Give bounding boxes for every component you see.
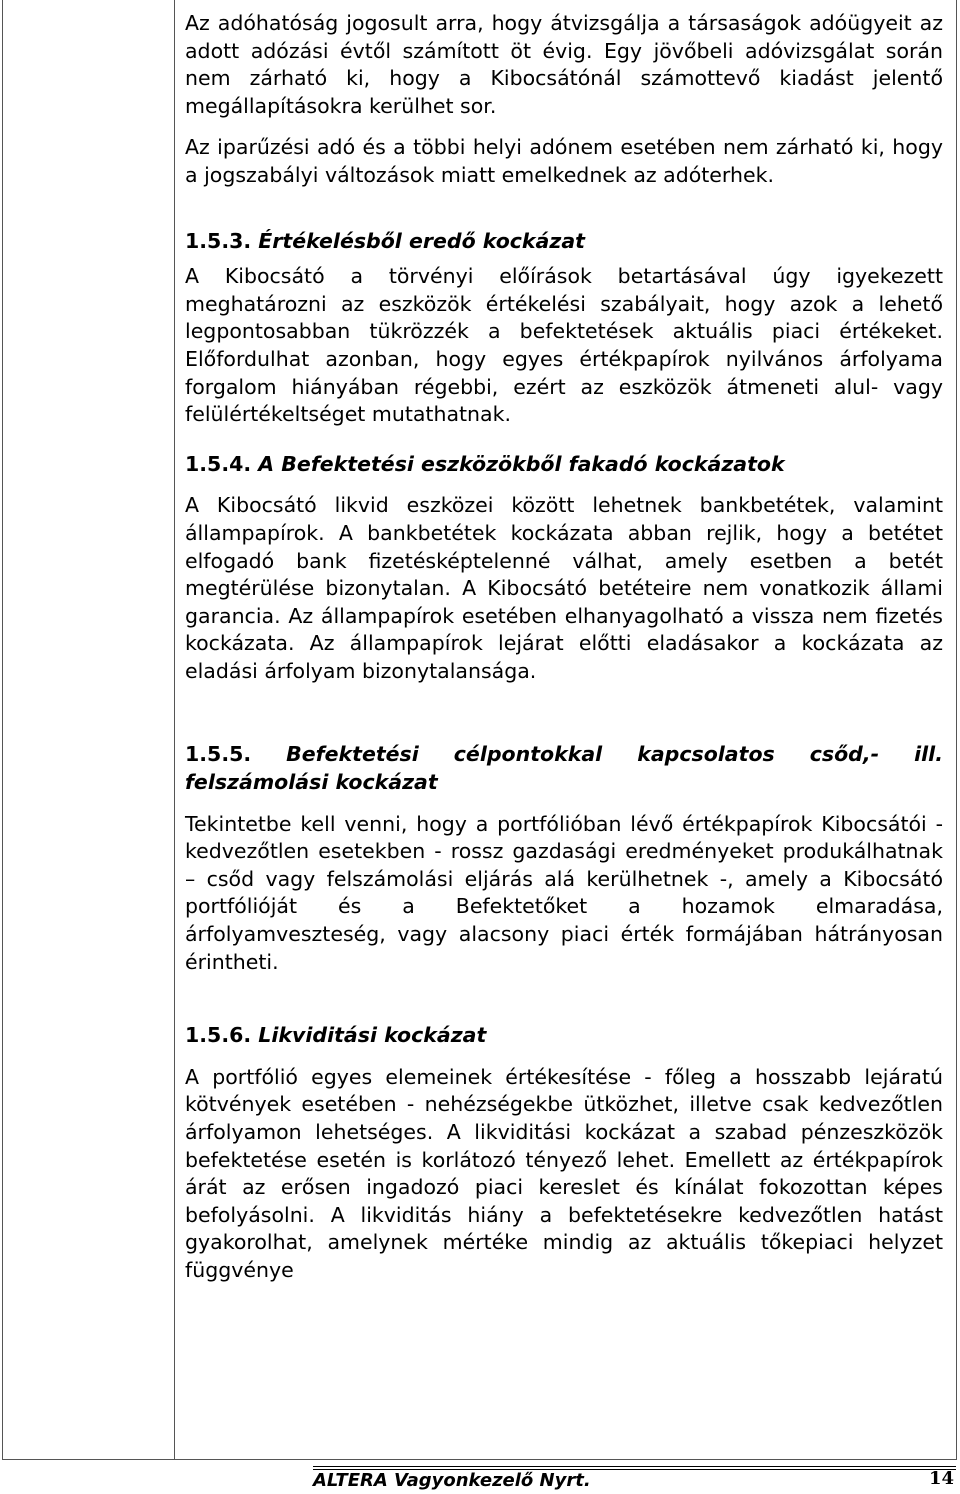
document-body	[185, 10, 943, 1285]
section-number: 1.5.6.	[185, 1023, 252, 1048]
section-title: A Befektetési eszközökből fakadó kockázatok	[258, 451, 785, 476]
section-title: Befektetési célpontokkal kapcsolatos csőd,- ill. felszámolási kockázat	[185, 742, 943, 795]
section-heading-1-5-5	[185, 741, 943, 796]
section-body-1-5-5: Tekintetbe kell venni, hogy a portfólióban lévő értékpapírok Kibocsátói - kedvezőtlen esetekben - rossz gazdasági eredményeket produkálhatnak – csőd vagy felszámolási eljárás alá kerülhetnek -, amely a Kibocsátó portfólióját és a Befektetőket a hozamok elmaradása, árfolyamveszteség, vagy alacsony piaci érték formájában hátrányosan érintheti.	[185, 811, 943, 974]
section-body-1-5-6: A portfólió egyes elemeinek értékesítése - főleg a hosszabb lejáratú kötvények esetében - nehézségekbe ütközhet, illetve csak kedvezőtlen árfolyamon lehetséges. A likviditási kockázat a szabad pénzeszközök befektetése esetén is korlátozó tényező lehet. Emellett az értékpapírok árát az erősen ingadozó piaci kereslet és kínálat fokozottan képes befolyásolni. A likviditás hiány a befektetésekre kedvezőtlen hatást gyakorolhat, amelynek mértéke mindig az aktuális tőkepiaci helyzet függvénye	[185, 1064, 943, 1282]
left-margin-column	[174, 0, 175, 1460]
section-number: 1.5.4.	[185, 451, 252, 476]
section-heading-1-5-3	[185, 228, 943, 256]
footer-rule	[313, 1466, 956, 1467]
section-heading-1-5-4	[185, 451, 943, 479]
section-number: 1.5.3.	[185, 228, 252, 253]
section-title: Értékelésből eredő kockázat	[258, 228, 585, 253]
section-title: Likviditási kockázat	[258, 1023, 487, 1048]
paragraph-tax-audit: Az adóhatóság jogosult arra, hogy átvizsgálja a társaságok adóügyeit az adott adózási évtől számított öt évig. Egy jövőbeli adóvizsgálat során nem zárható ki, hogy a Kibocsátónál számottevő kiadást jelentő megállapításokra kerülhet sor.	[185, 11, 943, 118]
section-body-1-5-3: A Kibocsátó a törvényi előírások betartásával úgy igyekezett meghatározni az eszközök értékelési szabályait, hogy azok a lehető legpontosabban tükrözzék a befektetések aktuális piaci értékeket. Előfordulhat azonban, hogy egyes értékpapírok nyilvános árfolyama forgalom hiányában régebbi, ezért az eszközök átmeneti alul- vagy felülértékeltséget mutathatnak.	[185, 264, 943, 427]
section-number: 1.5.5.	[185, 742, 252, 767]
section-body-1-5-4: A Kibocsátó likvid eszközei között lehetnek bankbetétek, valamint állampapírok. A bankbetétek kockázata abban rejlik, hogy a betétet elfogadó bank fizetésképtelenné válhat, amely esetben a betét megtérülése bizonytalan. A Kibocsátó betéteire nem vonatkozik állami garancia. Az állampapírok esetében elhanyagolható a vissza nem fizetés kockázata. Az állampapírok lejárat előtti eladásakor a kockázata az eladási árfolyam bizonytalansága.	[185, 493, 943, 683]
footer-company-name: ALTERA Vagyonkezelő Nyrt.	[313, 1470, 591, 1491]
section-heading-1-5-6	[185, 1022, 943, 1050]
page-number: 14	[928, 1468, 954, 1489]
paragraph-local-tax: Az iparűzési adó és a többi helyi adónem esetében nem zárható ki, hogy a jogszabályi változások miatt emelkednek az adóterhek.	[185, 135, 943, 187]
